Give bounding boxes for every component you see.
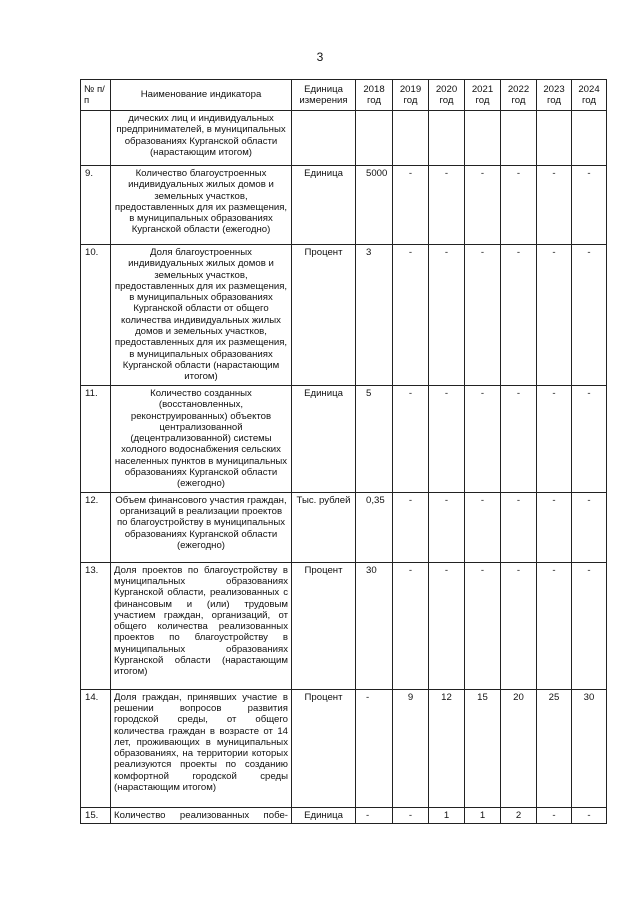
value-2018: 5 <box>356 386 393 493</box>
value-2024: - <box>572 807 607 823</box>
value-2019: - <box>393 807 429 823</box>
indicator-name: Доля проектов по благоустройству в муниципальных образованиях Курганской области, реализованных с финансовым и (или) трудовым участием граждан, организаций, от общего количества реализованных проектов по благоустройству в муниципальных образованиях Курганской области (нарастающим итогом) <box>111 562 292 689</box>
unit-cell: Процент <box>292 245 356 386</box>
unit-cell: Единица <box>292 807 356 823</box>
row-number: 13. <box>81 562 111 689</box>
value-2024: 30 <box>572 689 607 807</box>
value-2018 <box>356 111 393 166</box>
value-2022 <box>501 111 537 166</box>
indicators-table <box>80 79 607 824</box>
indicator-name: Доля граждан, принявших участие в решении вопросов развития городской среды, от общего количества граждан в возрасте от 14 лет, проживающих в муниципальных образованиях, на территории которых реализуются проекты по созданию комфортной городской среды (нарастающим итогом) <box>111 689 292 807</box>
unit-cell: Процент <box>292 562 356 689</box>
row-number: 9. <box>81 166 111 245</box>
value-2018: 3 <box>356 245 393 386</box>
value-2020: 1 <box>429 807 465 823</box>
value-2023: - <box>537 807 572 823</box>
value-2020: - <box>429 386 465 493</box>
row-number: 10. <box>81 245 111 386</box>
value-2020: - <box>429 166 465 245</box>
header-year-2020: 2020 год <box>429 80 465 111</box>
value-2022: - <box>501 245 537 386</box>
row-number: 11. <box>81 386 111 493</box>
value-2021: - <box>465 386 501 493</box>
unit-cell <box>292 111 356 166</box>
unit-cell: Единица <box>292 166 356 245</box>
indicator-name: Доля благоустроенных индивидуальных жилых домов и земельных участков, предоставленных для их размещения, в муниципальных образованиях Курганской области от общего количества индивидуальных жилых домов и земельных участков, предоставленных для их размещения, в муниципальных образованиях Курганской области (нарастающим итогом) <box>111 245 292 386</box>
value-2023: - <box>537 386 572 493</box>
unit-cell: Единица <box>292 386 356 493</box>
indicator-name: дических лиц и индивидуальных предпринимателей, в муниципальных образованиях Курганской области (нарастающим итогом) <box>111 111 292 166</box>
value-2019: - <box>393 386 429 493</box>
value-2023: - <box>537 492 572 562</box>
value-2019: - <box>393 492 429 562</box>
value-2024: - <box>572 386 607 493</box>
header-year-2021: 2021 год <box>465 80 501 111</box>
value-2018: - <box>356 689 393 807</box>
value-2023: 25 <box>537 689 572 807</box>
value-2020: - <box>429 492 465 562</box>
value-2020: 12 <box>429 689 465 807</box>
value-2024: - <box>572 245 607 386</box>
value-2024: - <box>572 562 607 689</box>
page-number: 3 <box>316 50 324 64</box>
table-row <box>81 166 607 245</box>
value-2023: - <box>537 245 572 386</box>
row-number: 15. <box>81 807 111 823</box>
table-row <box>81 492 607 562</box>
value-2019: - <box>393 562 429 689</box>
value-2021 <box>465 111 501 166</box>
value-2022: - <box>501 492 537 562</box>
value-2021: - <box>465 245 501 386</box>
header-name: Наименование индикатора <box>111 80 292 111</box>
value-2021: - <box>465 562 501 689</box>
header-num: № п/п <box>81 80 111 111</box>
row-number: 14. <box>81 689 111 807</box>
row-number <box>81 111 111 166</box>
table-row <box>81 562 607 689</box>
table-header-row <box>81 80 607 111</box>
table-row <box>81 111 607 166</box>
indicator-name: Количество созданных (восстановленных, реконструированных) объектов централизованной (децентрализованной) системы холодного водоснабжения сельских населенных пунктов в муниципальных образованиях Курганской области (ежегодно) <box>111 386 292 493</box>
indicator-name: Количество благоустроенных индивидуальных жилых домов и земельных участков, предоставленных для их размещения, в муниципальных образованиях Курганской области (ежегодно) <box>111 166 292 245</box>
value-2019: - <box>393 245 429 386</box>
value-2021: 15 <box>465 689 501 807</box>
table-row <box>81 807 607 823</box>
value-2019: 9 <box>393 689 429 807</box>
value-2021: 1 <box>465 807 501 823</box>
value-2024: - <box>572 166 607 245</box>
value-2018: 5000 <box>356 166 393 245</box>
header-year-2024: 2024 год <box>572 80 607 111</box>
indicator-name: Количество реализованных побе- <box>111 807 292 823</box>
value-2023: - <box>537 166 572 245</box>
value-2022: 2 <box>501 807 537 823</box>
value-2018: 0,35 <box>356 492 393 562</box>
value-2020: - <box>429 562 465 689</box>
unit-cell: Тыс. рублей <box>292 492 356 562</box>
header-year-2023: 2023 год <box>537 80 572 111</box>
value-2020: - <box>429 245 465 386</box>
table-row <box>81 245 607 386</box>
value-2018: - <box>356 807 393 823</box>
value-2022: - <box>501 562 537 689</box>
indicator-name: Объем финансового участия граждан, организаций в реализации проектов по благоустройству в муниципальных образованиях Курганской области (ежегодно) <box>111 492 292 562</box>
value-2019: - <box>393 166 429 245</box>
table-row <box>81 386 607 493</box>
value-2021: - <box>465 492 501 562</box>
value-2022: - <box>501 166 537 245</box>
table-row <box>81 689 607 807</box>
header-year-2018: 2018 год <box>356 80 393 111</box>
value-2023 <box>537 111 572 166</box>
value-2020 <box>429 111 465 166</box>
header-unit: Единица измерения <box>292 80 356 111</box>
value-2024: - <box>572 492 607 562</box>
value-2024 <box>572 111 607 166</box>
header-year-2022: 2022 год <box>501 80 537 111</box>
header-year-2019: 2019 год <box>393 80 429 111</box>
value-2022: 20 <box>501 689 537 807</box>
value-2022: - <box>501 386 537 493</box>
value-2018: 30 <box>356 562 393 689</box>
value-2019 <box>393 111 429 166</box>
value-2021: - <box>465 166 501 245</box>
row-number: 12. <box>81 492 111 562</box>
unit-cell: Процент <box>292 689 356 807</box>
value-2023: - <box>537 562 572 689</box>
